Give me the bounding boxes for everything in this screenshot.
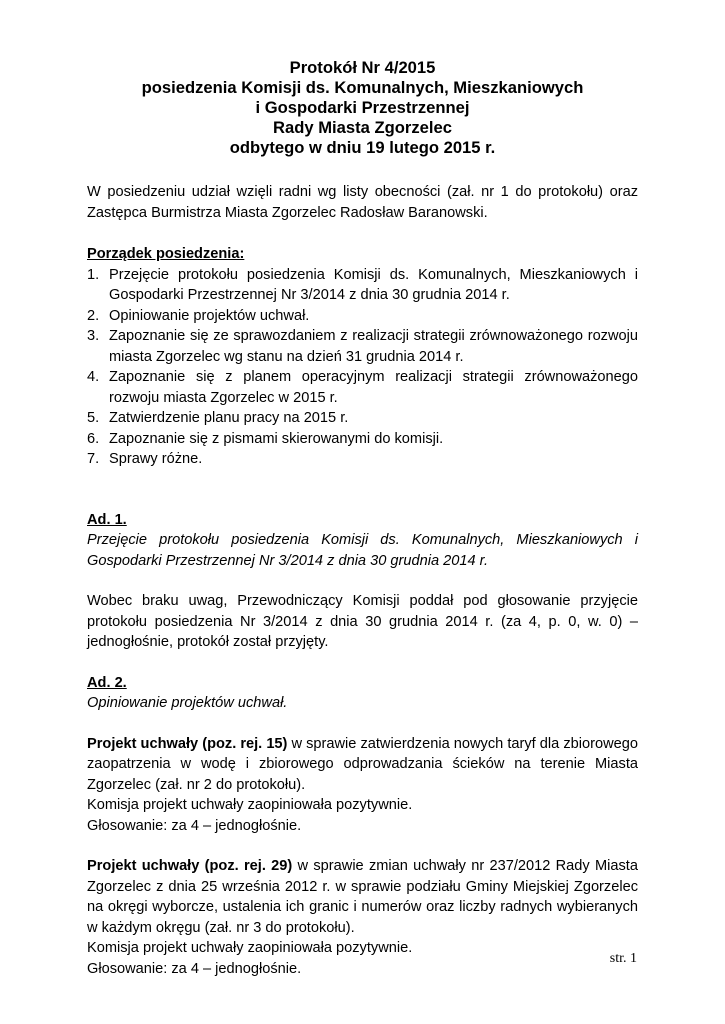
document-header: [87, 58, 638, 158]
agenda-item-number: 4.: [87, 369, 100, 385]
agenda-item: [87, 408, 638, 429]
title-line-2: posiedzenia Komisji ds. Komunalnych, Mieszkaniowych: [141, 78, 584, 97]
project1-vote: Głosowanie: za 4 – jednogłośnie.: [87, 817, 302, 834]
agenda-item: [87, 326, 638, 367]
project1-label: Projekt uchwały (poz. rej. 15): [87, 735, 288, 752]
agenda-list: [87, 265, 638, 470]
project1-paragraph: [87, 734, 638, 796]
agenda-item-text: Zapoznanie się z planem operacyjnym realizacji strategii zrównoważonego rozwoju miasta Zgorzelec w 2015 r.: [109, 369, 638, 406]
ad1-heading: Ad. 1.: [87, 511, 127, 528]
document-page: [87, 58, 638, 979]
intro-paragraph: W posiedzeniu udział wzięli radni wg listy obecności (zał. nr 1 do protokołu) oraz Zastępca Burmistrza Miasta Zgorzelec Radosław Baranowski.: [87, 184, 638, 221]
project2-vote: Głosowanie: za 4 – jednogłośnie.: [87, 960, 302, 977]
agenda-item-text: Przejęcie protokołu posiedzenia Komisji ds. Komunalnych, Mieszkaniowych i Gospodarki Przestrzennej Nr 3/2014 z dnia 30 grudnia 2014 r.: [109, 266, 638, 303]
ad1-body: Wobec braku uwag, Przewodniczący Komisji poddał pod głosowanie przyjęcie protokołu posiedzenia Nr 3/2014 z dnia 30 grudnia 2014 r. (za 4, p. 0, w. 0) – jednogłośnie, protokół został przyjęty.: [87, 593, 638, 650]
agenda-item-text: Opiniowanie projektów uchwał.: [109, 307, 310, 324]
title-line-1: Protokół Nr 4/2015: [289, 58, 436, 77]
project2-label: Projekt uchwały (poz. rej. 29): [87, 858, 293, 874]
project2-text: w sprawie zmian uchwały nr 237/2012 Rady Miasta Zgorzelec z dnia 25 września 2012 r. w sprawie podziału Gminy Miejskiej Zgorzelec na okręgi wyborcze, ustalenia ich granic i numerów oraz liczby radnych wybieranych w każdym okręgu (zał. nr 3 do protokołu).: [87, 858, 638, 936]
agenda-item: [87, 367, 638, 408]
agenda-item: [87, 265, 638, 306]
ad2-heading: Ad. 2.: [87, 674, 127, 691]
agenda-item-number: 5.: [87, 410, 100, 426]
agenda-item-text: Zatwierdzenie planu pracy na 2015 r.: [109, 410, 349, 426]
title-line-3: i Gospodarki Przestrzennej: [255, 98, 470, 117]
title-line-5: odbytego w dniu 19 lutego 2015 r.: [229, 138, 496, 157]
agenda-item: [87, 306, 638, 327]
project1-opinion: Komisja projekt uchwały zaopiniowała pozytywnie.: [87, 797, 413, 813]
ad2-subtitle: Opiniowanie projektów uchwał.: [87, 695, 288, 711]
agenda-item-text: Zapoznanie się ze sprawozdaniem z realizacji strategii zrównoważonego rozwoju miasta Zgorzelec wg stanu na dzień 31 grudnia 2014 r.: [109, 328, 638, 365]
agenda-item: [87, 449, 638, 470]
agenda-heading: Porządek posiedzenia:: [87, 246, 245, 262]
agenda-item-text: Sprawy różne.: [109, 451, 203, 467]
agenda-item-number: 7.: [87, 451, 100, 467]
project1-text: w sprawie zatwierdzenia nowych taryf dla zbiorowego zaopatrzenia w wodę i zbiorowego odprowadzania ścieków na terenie Miasta Zgorzelec (zał. nr 2 do protokołu).: [87, 735, 638, 793]
agenda-item: [87, 429, 638, 450]
agenda-item-number: 1.: [87, 266, 100, 283]
project2-opinion: Komisja projekt uchwały zaopiniowała pozytywnie.: [87, 940, 413, 956]
agenda-item-number: 2.: [87, 307, 100, 324]
project2-paragraph: [87, 856, 638, 938]
page-number: str. 1: [609, 951, 637, 966]
agenda-item-number: 3.: [87, 328, 100, 344]
agenda-item-number: 6.: [87, 430, 100, 447]
title-line-4: Rady Miasta Zgorzelec: [273, 118, 452, 137]
agenda-item-text: Zapoznanie się z pismami skierowanymi do komisji.: [109, 430, 444, 447]
ad1-subtitle: Przejęcie protokołu posiedzenia Komisji ds. Komunalnych, Mieszkaniowych i Gospodarki Przestrzennej Nr 3/2014 z dnia 30 grudnia 2014 r.: [87, 532, 638, 569]
